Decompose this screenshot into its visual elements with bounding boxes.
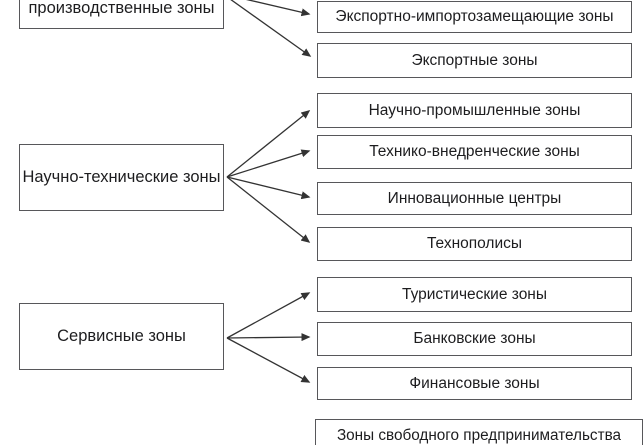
node-tourist-zones xyxy=(317,277,632,312)
node-banking-zones xyxy=(317,322,632,356)
node-label: Сервисные зоны xyxy=(57,327,186,345)
node-label: Технико-внедренческие зоны xyxy=(369,143,580,160)
node-label: Научно-промышленные зоны xyxy=(368,101,581,119)
node-service-zones xyxy=(19,303,224,370)
node-innovation-centers xyxy=(317,182,632,215)
node-scientific-industrial-zones xyxy=(317,93,632,128)
node-production-zones xyxy=(19,0,224,29)
arrow-scitech-to-innovation-centers xyxy=(227,177,309,197)
node-scientific-technical-zones xyxy=(19,144,224,211)
arrow-service-to-financial xyxy=(227,338,309,382)
arrow-scitech-to-scientific-industrial xyxy=(227,111,309,177)
node-financial-zones xyxy=(317,367,632,400)
node-free-enterprise-zones xyxy=(315,419,643,445)
node-label: Научно-технические зоны xyxy=(22,168,221,186)
arrow-scitech-to-technopolises xyxy=(227,177,309,242)
node-label: Технополисы xyxy=(426,235,523,252)
node-label: Банковские зоны xyxy=(413,330,536,347)
node-label: Экспортные зоны xyxy=(411,51,538,69)
arrow-service-to-banking xyxy=(227,337,309,338)
node-label: Инновационные центры xyxy=(387,189,562,207)
arrow-production-to-export-import xyxy=(223,0,309,14)
node-technopolises xyxy=(317,227,632,261)
node-label: Туристические зоны xyxy=(401,285,548,303)
node-label: Экспортно-импортозамещающие зоны xyxy=(335,8,614,25)
arrow-service-to-tourist xyxy=(227,293,309,338)
node-label: производственные зоны xyxy=(28,0,215,17)
node-label: Финансовые зоны xyxy=(409,374,540,392)
node-label: Зоны свободного предпринимательства xyxy=(336,427,622,444)
arrow-scitech-to-technology-implementation xyxy=(227,151,309,177)
node-export-import-substituting-zones xyxy=(317,1,632,33)
node-technology-implementation-zones xyxy=(317,135,632,169)
node-export-zones xyxy=(317,43,632,78)
arrow-production-to-export xyxy=(223,0,310,56)
